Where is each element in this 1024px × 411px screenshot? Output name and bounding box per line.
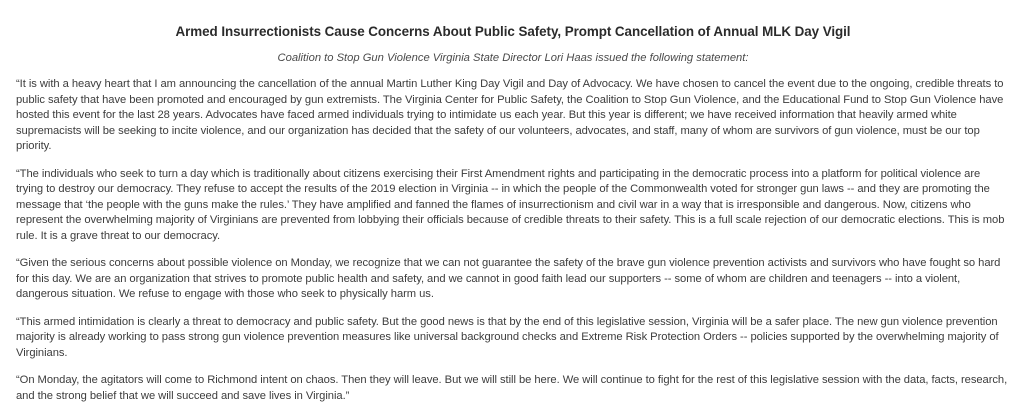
article-headline: Armed Insurrectionists Cause Concerns About Public Safety, Prompt Cancellation of Annual MLK Day Vigil: [175, 24, 851, 39]
statement-paragraph-1: “It is with a heavy heart that I am announcing the cancellation of the annual Martin Luther King Day Vigil and Day of Advocacy. We have chosen to cancel the event due to the ongoing, credible threats to public safety that have been promoted and encouraged by gun extremists. The Virginia Center for Public Safety, the Coalition to Stop Gun Violence, and the Educational Fund to Stop Gun Violence have hosted this event for the last 28 years. Advocates have faced armed individuals trying to intimidate us each year. But this year is different; we have received information that heavily armed white supremacists will be seeking to incite violence, and our organization has decided that the safety of our volunteers, advocates, and staff, many of whom are survivors of gun violence, must be our top priority.: [16, 78, 1004, 152]
statement-paragraph-5: “On Monday, the agitators will come to Richmond intent on chaos. Then they will leave. But we will still be here. We will continue to fight for the rest of this legislative session with the data, facts, research, and the strong belief that we will succeed and save lives in Virginia.”: [16, 374, 1008, 402]
statement-paragraph-2: “The individuals who seek to turn a day which is traditionally about citizens exercising their First Amendment rights and participating in the democratic process into a platform for political violence are trying to destroy our democracy. They refuse to accept the results of the 2019 election in Virginia -- in which the people of the Commonwealth voted for stronger gun laws -- and they are promoting the message that ‘the people with the guns make the rules.’ They have amplified and fanned the flames of insurrectionism and civil war in a way that is irresponsible and dangerous. Now, citizens who represent the overwhelming majority of Virginians are prevented from lobbying their officials because of credible threats to their safety. This is a full scale rejection of our democratic elections. This is mob rule. It is a grave threat to our democracy.: [16, 167, 1005, 242]
statement-paragraph-3: “Given the serious concerns about possible violence on Monday, we recognize that we can not guarantee the safety of the brave gun violence prevention activists and survivors who have fought so hard for this day. We are an organization that strives to promote public health and safety, and we cannot in good faith lead our supporters -- some of whom are children and teenagers -- into a violent, dangerous situation. We refuse to engage with those who seek to physically harm us.: [16, 257, 1001, 300]
article-byline: Coalition to Stop Gun Violence Virginia State Director Lori Haas issued the following statement:: [277, 52, 749, 64]
statement-paragraph-4: “This armed intimidation is clearly a threat to democracy and public safety. But the good news is that by the end of this legislative session, Virginia will be a safer place. The new gun violence prevention majority is already working to pass strong gun violence prevention measures like universal background checks and Extreme Risk Protection Orders -- policies supported by the overwhelming majority of Virginians.: [16, 315, 999, 359]
